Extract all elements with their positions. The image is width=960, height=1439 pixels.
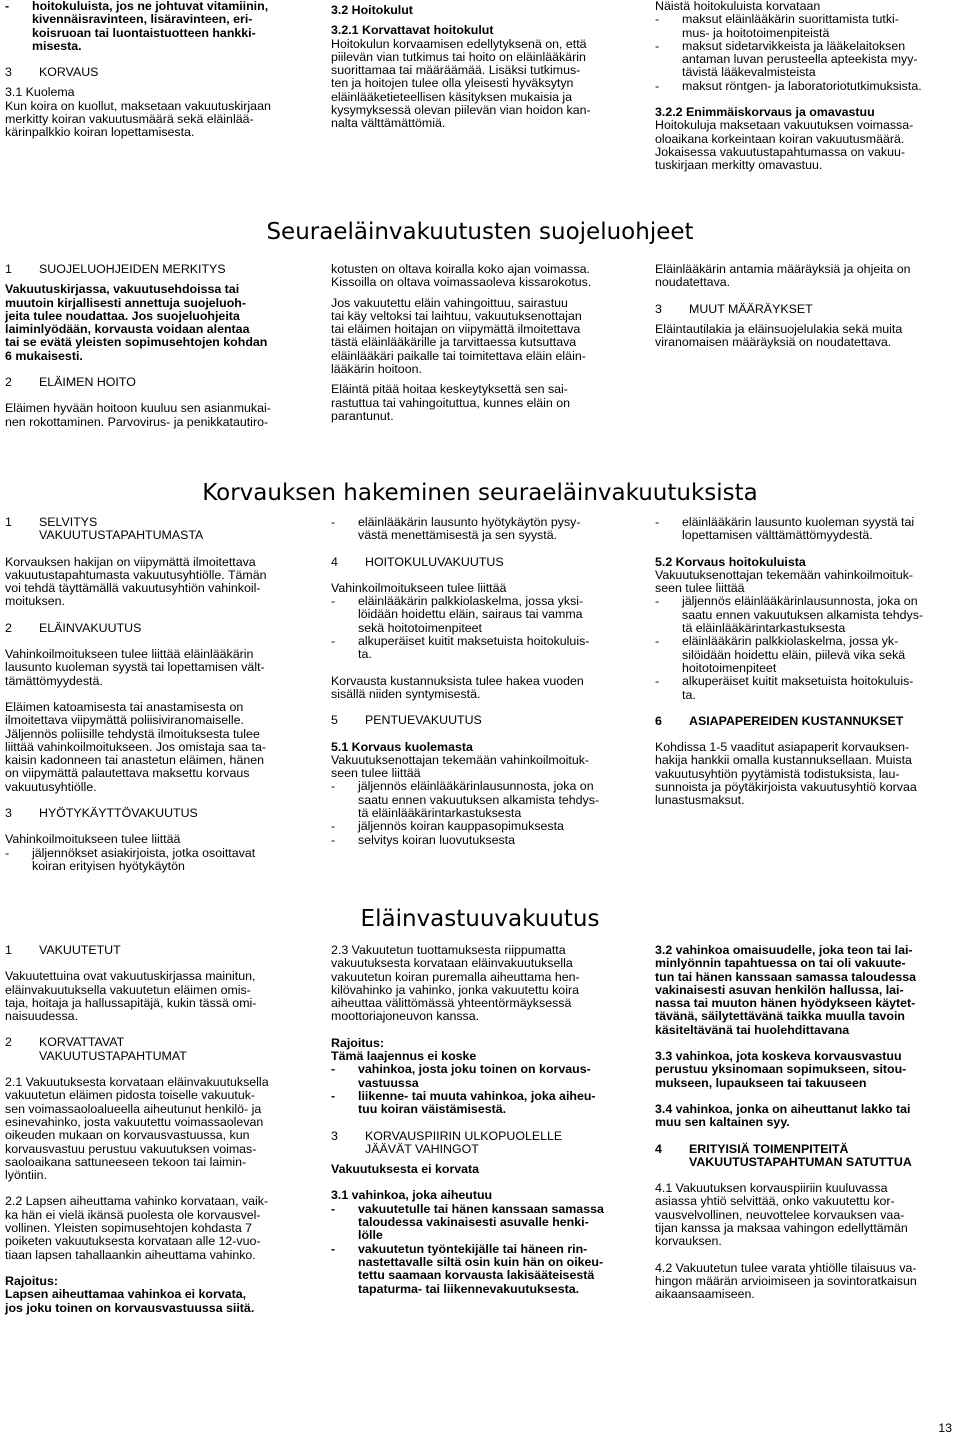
paragraph: Lapsen aiheuttamaa vahinkoa ei korvata, jos joku toinen on korvausvastuussa siitä. bbox=[5, 1287, 255, 1315]
list-item: - jäljennökset asiakirjoista, jotka osoittavat koiran erityisen hyötykäytön bbox=[5, 845, 256, 873]
section-heading: 3 KORVAUSPIIRIN ULKOPUOLELLE JÄÄVÄT VAHINGOT bbox=[331, 1128, 563, 1156]
section-heading: 5 PENTUEVAKUUTUS bbox=[331, 713, 482, 728]
top-col-3 bbox=[655, 0, 960, 173]
subsection-heading: Vakuutuksesta ei korvata bbox=[331, 1162, 480, 1177]
list-item: - selvitys koiran luovutuksesta bbox=[331, 832, 516, 847]
restriction-sub: Tämä laajennus ei koske bbox=[331, 1049, 477, 1064]
paragraph: 2.1 Vakuutuksesta korvataan eläinvakuutuksella vakuutetun eläimen pidosta toiselle vakuutuk- sen voimassaoloalueella aiheutunut henkilö- ja esinevahinko, josta vakuutettu voimassaolevan oikeuden mukaan on korvausvastuussa, kun korvausvastuu perustuu vakuutuksen voimas- saoloaikana sattuneeseen tekoon tai laimin- lyöntiin. bbox=[5, 1075, 269, 1183]
section-heading: 1 VAKUUTETUT bbox=[5, 943, 121, 957]
paragraph: Vahinkoilmoitukseen tulee liittää bbox=[331, 580, 507, 595]
list-item: - vahinkoa, josta joku toinen on korvaus- vastuussa bbox=[331, 1062, 591, 1090]
section-title: Seuraeläinvakuutusten suojeluohjeet bbox=[266, 219, 694, 245]
subsection-heading: 3.2.1 Korvattavat hoitokulut bbox=[331, 23, 494, 38]
section-heading: 3 HYÖTYKÄYTTÖVAKUUTUS bbox=[5, 806, 198, 821]
s2-col-3 bbox=[655, 516, 960, 808]
paragraph: 3.4 vahinkoa, jonka on aiheuttanut lakko tai muu sen kaltainen syy. bbox=[655, 1101, 911, 1130]
list-item: - maksut röntgen- ja laboratoriotutkimuksista. bbox=[655, 78, 922, 93]
paragraph: 4.1 Vakuutuksen korvauspiiriin kuuluvassa asiassa yhtiö selvittää, onko vakuutettu kor- vausvelvollinen, neuvottelee korvauksen vaa- tijan kanssa ja maksaa vahingon edellyttämän korvauksen. bbox=[655, 1181, 908, 1249]
s3-col-2 bbox=[331, 944, 636, 1296]
s3-col-3 bbox=[655, 944, 960, 1302]
page-number: 13 bbox=[938, 1421, 952, 1435]
list-item: - eläinlääkärin palkkiolaskelma, jossa yksi- löidään hoidettu eläin, sairaus tai vamma sekä hoitotoimenpiteet bbox=[331, 594, 584, 635]
paragraph: Vakuutuksenottajan tekemään vahinkoilmoituk- seen tulee liittää bbox=[655, 567, 914, 596]
list-item: - eläinlääkärin lausunto hyötykäytön pysy- västä menettämisestä ja sen syystä. bbox=[331, 515, 581, 543]
dash-list bbox=[331, 595, 636, 661]
list-item: - vakuutetun työntekijälle tai häneen rin- nastettavalle siltä osin kuin hän on oikeu- tettu saamaan korvausta lakisääteisestä tapaturma- tai liikennevakuutuksesta. bbox=[331, 1241, 604, 1296]
section-title: Eläinvastuuvakuutus bbox=[360, 906, 600, 932]
paragraph: 2.3 Vakuutetun tuottamuksesta riippumatta vakuutuksesta korvataan eläinvakuutuksella vakuutetun koiran puremalla aiheuttama hen- kilövahinko ja vahinko, jonka vakuutettu koira aiheuttaa välittömässä yhteentörmäyksessä moottoriajoneuvon kanssa. bbox=[331, 943, 580, 1024]
list-item: - maksut sidetarvikkeista ja lääkelaitoksen antaman luvan perusteella apteekista myy- tävistä lääkevalmisteista bbox=[655, 38, 918, 80]
list-item: - eläinlääkärin lausunto kuoleman syystä tai lopettamisen välttämättömyydestä. bbox=[655, 515, 915, 543]
paragraph: Näistä hoitokuluista korvataan bbox=[655, 0, 821, 13]
s2-col-2 bbox=[331, 516, 636, 847]
s1-col-1 bbox=[5, 263, 310, 429]
list-item: - hoitokuluista, jos ne johtuvat vitamiinin, kivennäisravinteen, lisäravinteen, eri- koisruoan tai luontaistuotteen hankki- misesta. bbox=[5, 0, 269, 53]
paragraph: 3.3 vahinkoa, jota koskeva korvausvastuu perustuu yksinomaan sopimukseen, sitou- mukseen, lupaukseen tai takuuseen bbox=[655, 1049, 907, 1090]
dash-list bbox=[655, 595, 960, 701]
dash-list bbox=[331, 1203, 636, 1296]
paragraph: Hoitokuluja maksetaan vakuutuksen voimassa- oloaikana korkeintaan koiran vakuutusmäärä. Jokaisessa vakuutustapahtumassa on vakuu- tuskirjaan merkitty omavastuu. bbox=[655, 118, 914, 173]
subsection-heading: 3.1 vahinkoa, joka aiheutuu bbox=[331, 1188, 493, 1203]
dash-list bbox=[5, 847, 310, 874]
paragraph: Eläimen katoamisesta tai anastamisesta on ilmoitettava viipymättä poliisiviranomaiselle. Jäljennös poliisille tehdystä ilmoituksesta tulee liittää vahinkoilmoitukseen. Jos omistaja saa ta- kaisin kadonneen tai anastetun eläimen, hänen on viipymättä palautettava maksettu korvaus vakuutusyhtiölle. bbox=[5, 699, 267, 794]
list-item: - jäljennös eläinlääkärinlausunnosta, joka on saatu ennen vakuutuksen alkamista tehdys- tä eläinlääkärintarkastuksesta bbox=[331, 779, 600, 821]
list-item: - vakuutetulle tai hänen kanssaan samassa taloudessa vakinaisesti asuvalle henki- lölle bbox=[331, 1201, 604, 1243]
dash-list bbox=[655, 13, 960, 93]
list-item: - jäljennös eläinlääkärinlausunnosta, joka on saatu ennen vakuutuksen alkamista tehdys- tä eläinlääkärintarkastuksesta bbox=[655, 594, 924, 636]
paragraph: Eläinlääkärin antamia määräyksiä ja ohjeita on noudatettava. bbox=[655, 262, 911, 290]
section-heading: 1 SELVITYS VAKUUTUSTAPAHTUMASTA bbox=[5, 515, 204, 543]
paragraph: Vakuutuksenottajan tekemään vahinkoilmoituk- seen tulee liittää bbox=[331, 752, 590, 781]
section-heading: 3 KORVAUS bbox=[5, 65, 99, 80]
s2-col-1 bbox=[5, 516, 310, 873]
section-heading: 4 HOITOKULUVAKUUTUS bbox=[331, 554, 504, 569]
subsection-heading: 3.2.2 Enimmäiskorvaus ja omavastuu bbox=[655, 105, 875, 120]
paragraph: Korvausta kustannuksista tulee hakea vuoden sisällä niiden syntymisestä. bbox=[331, 673, 584, 701]
s1-col-2 bbox=[331, 263, 636, 423]
section-heading: 2 KORVATTAVAT VAKUUTUSTAPAHTUMAT bbox=[5, 1035, 187, 1063]
paragraph: Eläintä pitää hoitaa keskeytyksettä sen sai- rastuttua tai vahingoituttua, kunnes eläin on parantunut. bbox=[331, 382, 571, 423]
paragraph: Vakuutettuina ovat vakuutuskirjassa mainitun, eläinvakuutuksella vakuutetun eläimen omis- taja, hoitaja ja hallussapitäjä, kukin tässä omi- naisuudessa. bbox=[5, 969, 257, 1024]
section-heading: 1 SUOJELUOHJEIDEN MERKITYS bbox=[5, 262, 226, 276]
paragraph: Kohdissa 1-5 vaaditut asiapaperit korvauksen- hakija hankkii omalla kustannuksellaan. Muista vakuutusyhtiön pyytämistä todistuksista, lau- sunnoista ja pöytäkirjoista vakuutusyhtiö korvaa lunastusmaksut. bbox=[655, 740, 917, 808]
s3-col-1 bbox=[5, 944, 310, 1315]
list-item: - jäljennös koiran kauppasopimuksesta bbox=[331, 819, 564, 834]
dash-list bbox=[331, 516, 636, 543]
section-heading: 3 MUUT MÄÄRÄYKSET bbox=[655, 301, 813, 316]
list-item: - maksut eläinlääkärin suorittamista tutki- mus- ja hoitotoimenpiteistä bbox=[655, 12, 899, 40]
section-heading: 6 ASIAPAPEREIDEN KUSTANNUKSET bbox=[655, 713, 904, 728]
paragraph: 2.2 Lapsen aiheuttama vahinko korvataan, vaik- ka hän ei vielä ikänsä puolesta ole korvausvel- vollinen. Yleisten sopimusehtojen kohdasta 7 poiketen vakuutuksesta korvataan alle 12-vuo- tiaan lapsen tahallaankin aiheuttama vahinko. bbox=[5, 1194, 269, 1262]
subsection-heading: 5.1 Korvaus kuolemasta bbox=[331, 739, 473, 754]
subsection-heading: 3.2 Hoitokulut bbox=[331, 3, 413, 17]
restriction-label: Rajoitus: bbox=[5, 1273, 59, 1288]
list-item: - liikenne- tai muuta vahinkoa, joka aiheu- tuu koiran väistämisestä. bbox=[331, 1088, 596, 1117]
list-item: - alkuperäiset kuitit maksetuista hoitokuluis- ta. bbox=[655, 674, 914, 702]
paragraph: Vahinkoilmoitukseen tulee liittää bbox=[5, 832, 181, 847]
subsection-heading: 5.2 Korvaus hoitokuluista bbox=[655, 554, 806, 569]
paragraph: Vahinkoilmoitukseen tulee liittää eläinlääkärin lausunto kuoleman syystä tai lopettamisen vält- tämättömyydestä. bbox=[5, 647, 265, 688]
paragraph: Eläintautilakia ja eläinsuojelulakia sekä muita viranomaisen määräyksiä on noudatettava. bbox=[655, 321, 903, 350]
paragraph: 4.2 Vakuutetun tulee varata yhtiölle tilaisuus va- hingon määrän arvioimiseen ja sovintoratkaisun aikaansaamiseen. bbox=[655, 1260, 917, 1302]
list-item: - alkuperäiset kuitit maksetuista hoitokuluis- ta. bbox=[331, 634, 590, 662]
paragraph: 3.2 vahinkoa omaisuudelle, joka teon tai lai- minlyönnin tapahtuessa on tai oli vakuute- tun tai hänen kanssaan samassa taloudessa vakinaisesti asuvan henkilön hallussa, lai- nassa tai muuton hänen hyödykseen käytet- tävänä, säilytettävänä taikka muulla tavoin käsiteltävänä tai huolehdittavana bbox=[655, 943, 917, 1037]
section-heading: 4 ERITYISIÄ TOIMENPITEITÄ VAKUUTUSTAPAHTUMAN SATUTTUA bbox=[655, 1141, 912, 1169]
paragraph: Jos vakuutettu eläin vahingoittuu, sairastuu tai käy veltoksi tai laihtuu, vakuutuksenottajan tai eläimen hoitajan on viipymättä ilmoitettava tästä eläinlääkärille ja tarvittaessa kutsuttava eläinlääkäri paikalle tai toimitettava eläin eläin- lääkärin hoitoon. bbox=[331, 295, 586, 377]
s1-col-3 bbox=[655, 263, 960, 349]
paragraph: Hoitokulun korvaamisen edellytyksenä on, että piilevän vian tutkimus tai hoito on eläinlääkärin suorittamaa tai määräämää. Lisäksi tutkimus- ten ja hoitojen tulee olla yleisesti hyväksytyn eläinlääketieteellisen käsityksen mukaisia ja kysymyksessä olevan piilevän vian hoidon kan- nalta välttämättömiä. bbox=[331, 36, 591, 131]
dash-list bbox=[331, 780, 636, 846]
section-title: Korvauksen hakeminen seuraeläinvakuutuksista bbox=[202, 480, 758, 506]
top-col-2 bbox=[331, 4, 636, 131]
list-item: - eläinlääkärin palkkiolaskelma, jossa yk- silöidään hoidettu eläin, piilevä vika sekä hoitotoimenpiteet bbox=[655, 634, 906, 675]
paragraph: kotusten on oltava koiralla koko ajan voimassa. Kissoilla on oltava voimassaoleva kissarokotus. bbox=[331, 262, 592, 290]
section-heading: 2 ELÄIMEN HOITO bbox=[5, 375, 136, 390]
paragraph: Kun koira on kuollut, maksetaan vakuutuskirjaan merkitty koiran vakuutusmäärä sekä eläinlää- kärinpalkkio koiran lopettamisesta. bbox=[5, 98, 271, 140]
subsection-heading: 3.1 Kuolema bbox=[5, 85, 75, 100]
top-dash-list bbox=[5, 0, 310, 53]
paragraph: Vakuutuskirjassa, vakuutusehdoissa tai muutoin kirjallisesti annettuja suojeluoh- jeita tulee noudattaa. Jos suojeluohjeita laiminlyödään, korvausta voidaan alentaa tai se evätä yleisten sopimusehtojen kohdan 6 mukaisesti. bbox=[5, 282, 268, 363]
dash-list bbox=[331, 1063, 636, 1116]
dash-list bbox=[655, 516, 960, 543]
restriction-label: Rajoitus: bbox=[331, 1035, 385, 1050]
paragraph: Korvauksen hakijan on viipymättä ilmoitettava vakuutustapahtumasta vakuutusyhtiölle. Tämän voi tehdä täyttämällä vakuutusyhtiön vahinkoil- moituksen. bbox=[5, 554, 267, 609]
paragraph: Eläimen hyvään hoitoon kuuluu sen asianmukai- nen rokottaminen. Parvovirus- ja penikkatautiro- bbox=[5, 401, 271, 429]
top-col-1 bbox=[5, 0, 310, 140]
section-heading: 2 ELÄINVAKUUTUS bbox=[5, 620, 142, 635]
